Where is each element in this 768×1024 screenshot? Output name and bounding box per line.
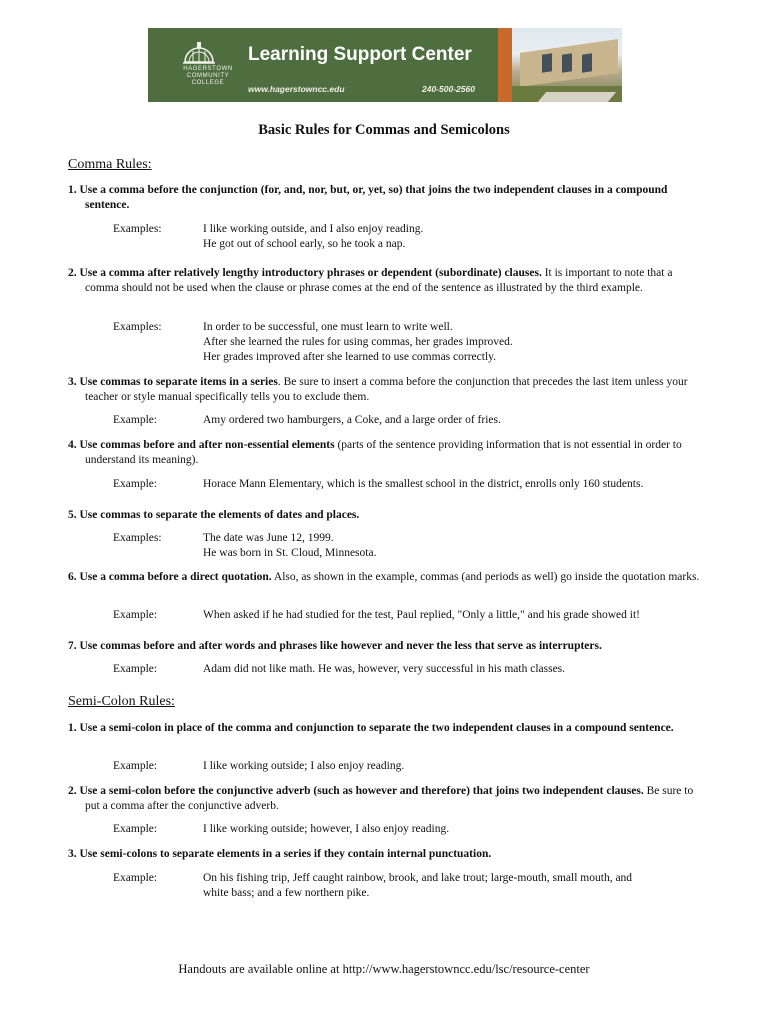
example-label: Example: <box>113 760 158 772</box>
document-title: Basic Rules for Commas and Semicolons <box>258 122 510 138</box>
example-line: I like working outside; however, I also enjoy reading. <box>203 823 450 835</box>
building-window <box>562 53 572 72</box>
example-line: Her grades improved after she learned to use commas correctly. <box>203 351 497 363</box>
example-line: I like working outside, and I also enjoy reading. <box>203 223 424 235</box>
comma-rule-1: 1. Use a comma before the conjunction (for, and, nor, but, or, yet, so) that joins the two independent clauses in a compound sentence. <box>68 184 668 211</box>
comma-rule-7: 7. Use commas before and after words and phrases like however and never the less that serve as interrupters. <box>68 640 602 652</box>
example-line: Adam did not like math. He was, however, very successful in his math classes. <box>203 663 566 675</box>
footer-handouts-link[interactable]: Handouts are available online at http://www.hagerstowncc.edu/lsc/resource-center <box>178 962 590 976</box>
example-line: He got out of school early, so he took a nap. <box>203 238 406 250</box>
example-line: white bass; and a few northern pike. <box>203 887 370 899</box>
example-line: Horace Mann Elementary, which is the smallest school in the district, enrolls only 160 students. <box>203 478 644 490</box>
college-dome-logo-icon <box>182 36 216 64</box>
banner-title: Learning Support Center <box>248 44 472 65</box>
examples-label: Examples: <box>113 223 162 235</box>
walkway-shape <box>538 92 616 102</box>
example-line: In order to be successful, one must learn to write well. <box>203 321 453 333</box>
building-window <box>542 53 552 72</box>
example-label: Example: <box>113 823 158 835</box>
semicolon-rules-heading: Semi-Colon Rules: <box>68 694 175 709</box>
example-line: After she learned the rules for using commas, her grades improved. <box>203 336 513 348</box>
example-line: Amy ordered two hamburgers, a Coke, and a large order of fries. <box>203 414 501 426</box>
example-line: On his fishing trip, Jeff caught rainbow, brook, and lake trout; large-mouth, small mouth, and <box>203 872 633 884</box>
campus-building-photo <box>512 28 622 102</box>
example-label: Example: <box>113 609 158 621</box>
semicolon-rule-2: 2. Use a semi-colon before the conjunctive adverb (such as however and therefore) that joins two independent clauses. Be sure to put a comma after the conjunctive adverb. <box>68 785 694 812</box>
example-line: I like working outside; I also enjoy reading. <box>203 760 405 772</box>
examples-label: Examples: <box>113 532 162 544</box>
comma-rule-2: 2. Use a comma after relatively lengthy introductory phrases or dependent (subordinate) clauses. It is important to note that a comma should not be used when the clause or phrase comes at the end of the sentence as illustrated by the third example. <box>68 267 673 294</box>
comma-rule-5: 5. Use commas to separate the elements of dates and places. <box>68 509 360 521</box>
semicolon-rule-1: 1. Use a semi-colon in place of the comma and conjunction to separate the two independent clauses in a compound sentence. <box>68 722 674 734</box>
examples-label: Examples: <box>113 321 162 333</box>
example-label: Example: <box>113 872 158 884</box>
comma-rule-3: 3. Use commas to separate items in a series. Be sure to insert a comma before the conjunction that precedes the last item unless your teacher or style manual specifically tells you to exclude them. <box>68 376 688 403</box>
header-banner <box>148 28 622 102</box>
example-line: The date was June 12, 1999. <box>203 532 334 544</box>
comma-rule-4: 4. Use commas before and after non-essential elements (parts of the sentence providing information that is not essential in order to understand its meaning). <box>68 439 682 466</box>
comma-rules-heading: Comma Rules: <box>68 157 152 172</box>
example-line: He was born in St. Cloud, Minnesota. <box>203 547 377 559</box>
example-label: Example: <box>113 478 158 490</box>
example-label: Example: <box>113 414 158 426</box>
banner-phone: 240-500-2560 <box>422 84 475 94</box>
college-wordmark: HAGERSTOWN COMMUNITY COLLEGE <box>183 66 233 86</box>
building-window <box>582 53 592 72</box>
comma-rule-6: 6. Use a comma before a direct quotation. Also, as shown in the example, commas (and periods as well) go inside the quotation marks. <box>68 571 700 583</box>
banner-orange-stripe <box>498 28 512 102</box>
banner-website[interactable]: www.hagerstowncc.edu <box>248 84 345 94</box>
example-label: Example: <box>113 663 158 675</box>
banner-green-panel <box>148 28 498 102</box>
example-line: When asked if he had studied for the test, Paul replied, "Only a little," and his grade showed it! <box>203 609 641 621</box>
semicolon-rule-3: 3. Use semi-colons to separate elements in a series if they contain internal punctuation. <box>68 848 492 860</box>
